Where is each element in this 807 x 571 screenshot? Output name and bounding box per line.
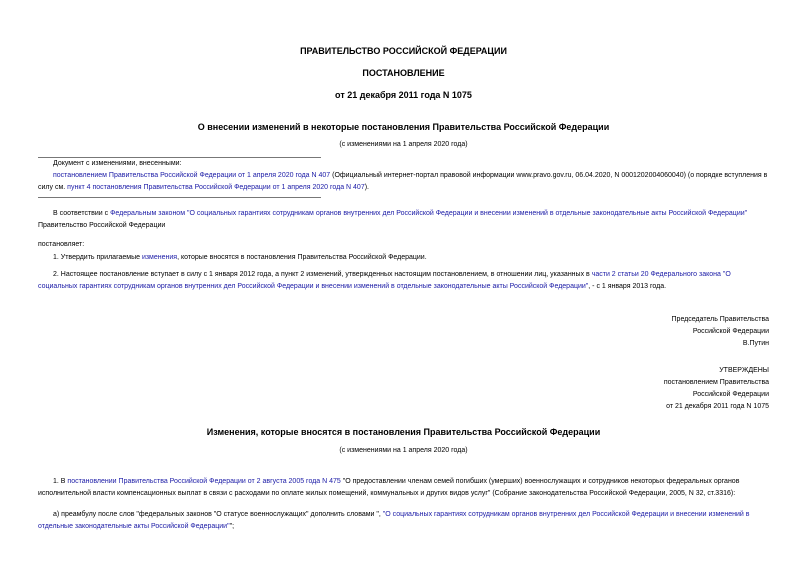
approval-line2: постановлением Правительства xyxy=(663,379,769,386)
social-guarantees-law-link[interactable]: "О социальных гарантиях сотрудникам органов внутренних дел Российской Федерации и внесении изменений в отдельные законодательные акты Российской Федерации" xyxy=(38,511,750,530)
government-heading: ПРАВИТЕЛЬСТВО РОССИЙСКОЙ ФЕДЕРАЦИИ xyxy=(300,46,507,56)
approval-block xyxy=(664,365,769,413)
decides-text: постановляет: xyxy=(38,241,85,248)
approval-heading: УТВЕРЖДЕНЫ xyxy=(719,367,769,374)
resolution-475-link[interactable]: постановлении Правительства Российской Федерации от 2 августа 2005 года N 475 xyxy=(67,478,341,485)
changes-link[interactable]: изменения xyxy=(141,254,178,261)
signature-org: Российской Федерации xyxy=(692,328,769,335)
signature-title: Председатель Правительства xyxy=(671,316,769,323)
point-1: 1. В постановлении Правительства Российской Федерации от 2 августа 2005 года N 475 "О предоставлении членам семей погибших (умерших) военнослужащих и сотрудников некоторых федеральных органов исполнительной власти компенсационных выплат в связи с расходами по оплате жилых помещений, коммунальных и других видов услуг" (Собрание законодательства Российской Федерации, 2005, N 32, ст.3316): xyxy=(38,478,740,497)
date-number-heading: от 21 декабря 2011 года N 1075 xyxy=(335,90,472,100)
point-1a: а) преамбулу после слов "федеральных законов "О статусе военнослужащих" дополнить словами ", "О социальных гарантиях сотрудникам органов внутренних дел Российской Федерации и внесении изменений в отдельные законодательные акты Российской Федерации""; xyxy=(38,511,750,530)
changes-block xyxy=(38,158,770,194)
appendix-title: Изменения, которые вносятся в постановления Правительства Российской Федерации xyxy=(206,427,601,437)
amendment-link[interactable]: постановлением Правительства Российской Федерации от 1 апреля 2020 года N 407 xyxy=(53,172,331,179)
changes-intro: Документ с изменениями, внесенными: xyxy=(53,160,182,167)
approval-line3: Российской Федерации xyxy=(692,391,769,398)
changes-text: постановлением Правительства Российской Федерации от 1 апреля 2020 года N 407 (Официальный интернет-портал правовой информации www.pravo.gov.ru, 06.04.2020, N 0001202004060040) (о порядке вступления в силу см. пункт 4 постановления Правительства Российской Федерации от 1 апреля 2020 года N 407). xyxy=(38,172,768,191)
divider-bottom xyxy=(38,197,321,198)
signature-name: В.Путин xyxy=(742,340,769,347)
preamble: В соответствии с Федеральным законом "О социальных гарантиях сотрудникам органов внутренних дел Российской Федерации и внесении изменений в отдельные законодательные акты Российской Федерации" Правительство Российской Федерации xyxy=(38,210,748,229)
revision-note: (с изменениями на 1 апреля 2020 года) xyxy=(339,141,468,148)
appendix-revision: (с изменениями на 1 апреля 2020 года) xyxy=(339,447,468,454)
document-title: О внесении изменений в некоторые постановления Правительства Российской Федерации xyxy=(197,122,610,132)
entry-into-force-link[interactable]: пункт 4 постановления Правительства Российской Федерации от 1 апреля 2020 года N 407 xyxy=(67,184,365,191)
doc-type-heading: ПОСТАНОВЛЕНИЕ xyxy=(362,68,445,78)
federal-law-link[interactable]: Федеральным законом "О социальных гарантиях сотрудникам органов внутренних дел Российской Федерации и внесении изменений в отдельные законодательные акты Российской Федерации" xyxy=(110,210,748,217)
law-article-link[interactable]: части 2 статьи 20 Федерального закона "О социальных гарантиях сотрудникам органов внутренних дел Российской Федерации и внесении изменений в отдельные законодательные акты Российской Федерации" xyxy=(38,271,731,290)
item-2: 2. Настоящее постановление вступает в силу с 1 января 2012 года, а пункт 2 изменений, утвержденных настоящим постановлением, в отношении лиц, указанных в части 2 статьи 20 Федерального закона "О социальных гарантиях сотрудникам органов внутренних дел Российской Федерации и внесении изменений в отдельные законодательные акты Российской Федерации", - с 1 января 2013 года. xyxy=(38,271,731,290)
signature-block xyxy=(672,314,769,350)
approval-line4: от 21 декабря 2011 года N 1075 xyxy=(666,403,769,410)
item-1: 1. Утвердить прилагаемые изменения, которые вносятся в постановления Правительства Российской Федерации. xyxy=(53,254,427,261)
